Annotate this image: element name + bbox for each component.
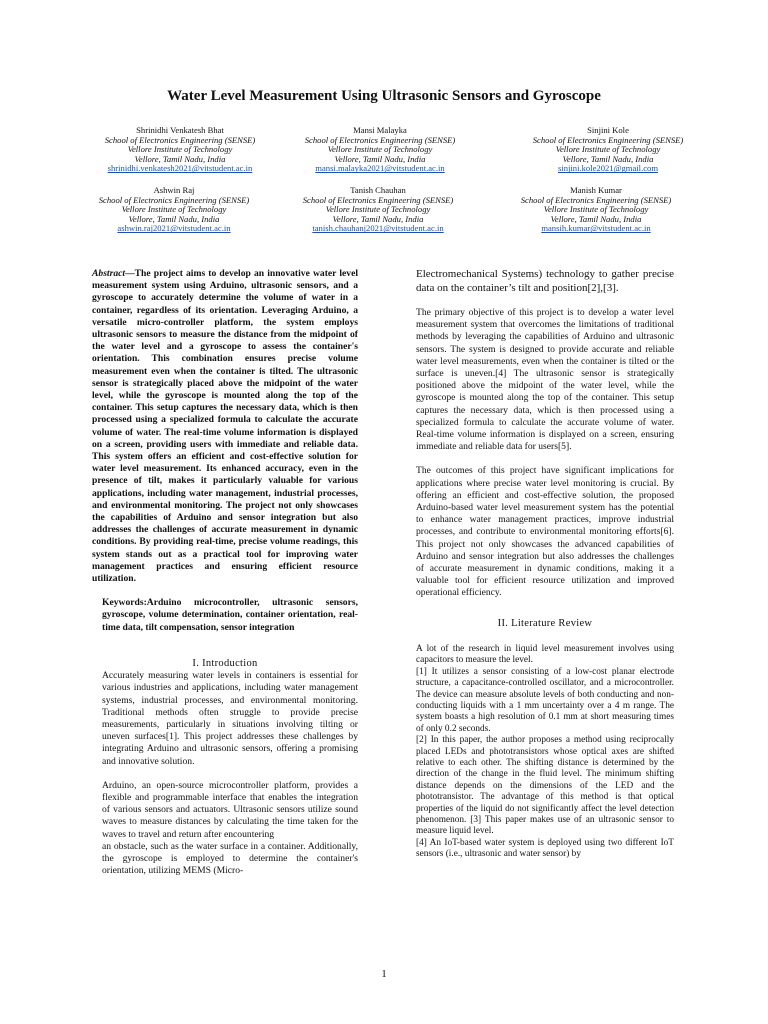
- author-loc: Vellore, Tamil Nadu, India: [134, 153, 226, 164]
- author-dept: School of Electronics Engineering (SENSE): [304, 134, 456, 145]
- section-heading-literature-review: II. Literature Review: [497, 617, 593, 629]
- intro-paragraph-2: Arduino, an open-source microcontroller platform, provides a flexible and programmable interface that enables the integration of various sensors and actuators. Ultrasonic sensors utilize sound waves to measure distances by calculating the time taken for the waves to travel and return after encountering: [102, 779, 358, 840]
- intro-paragraph-3: an obstacle, such as the water surface in a container. Additionally, the gyroscope is employed to determine the container's orientation, utilizing MEMS (Micro-: [102, 840, 358, 877]
- keywords: Keywords:Arduino microcontroller, ultrasonic sensors, gyroscope, volume determination, container orientation, real-time data, tilt compensation, sensor integration: [102, 597, 358, 633]
- author-block-1: [80, 126, 280, 174]
- author-name: Shrinidhi Venkatesh Bhat: [136, 125, 224, 135]
- author-name: Sinjini Kole: [587, 125, 629, 135]
- author-dept: School of Electronics Engineering (SENSE): [520, 194, 672, 205]
- intro-paragraph-1: Accurately measuring water levels in containers is essential for various industries and applications, including water management systems, industrial processes, and environmental monitoring. Traditional methods often struggle to provide precise measurements, particularly in situations involving tilting or uneven surfaces[1]. This project addresses these challenges by integrating Arduino and ultrasonic sensors, offering a promising and innovative solution.: [102, 670, 358, 767]
- author-inst: Vellore Institute of Technology: [543, 204, 649, 215]
- right-column: [416, 268, 674, 861]
- reference-2: [2] In this paper, the author proposes a method using reciprocally placed LEDs and phototransistors whose optical axes are shifted relative to each other. The shifting distance is determined by the direction of the change in the fluid level. The minimum shifting distance depends on the dimensions of the LED and the phototransistor. The advantage of this method is that optical properties of the liquid do not significantly affect the level detection phenomenon. [3] This paper makes use of an ultrasonic sensor to measure liquid level.: [416, 735, 674, 837]
- author-inst: Vellore Institute of Technology: [555, 144, 661, 155]
- author-email-link[interactable]: shrinidhi.venkatesh2021@vitstudent.ac.in: [107, 163, 253, 174]
- author-block-6: [496, 186, 696, 234]
- author-dept: School of Electronics Engineering (SENSE): [302, 194, 454, 205]
- author-inst: Vellore Institute of Technology: [327, 144, 433, 155]
- literature-intro: A lot of the research in liquid level measurement involves using capacitors to measure the level.: [416, 643, 674, 666]
- author-loc: Vellore, Tamil Nadu, India: [334, 153, 426, 164]
- abstract: [92, 268, 358, 585]
- reference-4: [4] An IoT-based water system is deployed using two different IoT sensors (i.e., ultrasonic and water sensor) by: [416, 837, 674, 860]
- author-email-link[interactable]: mansi.malayka2021@vitstudent.ac.in: [315, 163, 445, 174]
- author-loc: Vellore, Tamil Nadu, India: [128, 213, 220, 224]
- author-email-link[interactable]: mansih.kumar@vitstudent.ac.in: [541, 223, 651, 234]
- objective-paragraph: The primary objective of this project is to develop a water level measurement system that overcomes the limitations of traditional methods by leveraging the capabilities of Arduino and ultrasonic sensors. The system is designed to provide accurate and reliable water level measurements, even when the container is tilted or the surface is uneven.[4] The ultrasonic sensor is strategically positioned above the midpoint of the water level, while the gyroscope is mounted along the top of the container. This setup captures the necessary data, which is then processed using a specialized formula to calculate the accurate volume of water. Real-time volume information is displayed on a screen, ensuring immediate and reliable data for users[5].: [416, 307, 674, 453]
- author-loc: Vellore, Tamil Nadu, India: [562, 153, 654, 164]
- outcomes-paragraph: The outcomes of this project have significant implications for applications where precise water level monitoring is crucial. By offering an efficient and cost-effective solution, the proposed Arduino-based water level measurement system has the potential to enhance water management practices, improve industrial processes, and contribute to environmental monitoring efforts[6]. This project not only showcases the advanced capabilities of Arduino and sensor integration but also addresses the challenges of accurate measurement in dynamic conditions, making it a valuable tool for efficient resource utilization and improved operational efficiency.: [416, 465, 674, 599]
- author-email-link[interactable]: tanish.chauhanj2021@vitstudent.ac.in: [312, 223, 444, 234]
- author-name: Mansi Malayka: [353, 125, 407, 135]
- reference-1: [1] It utilizes a sensor consisting of a low-cost planar electrode structure, a capacitance-controlled oscillator, and a microcontroller. The device can measure absolute levels of both conducting and non-conducting liquids with a 1 mm uncertainty over a 4 m range. The system boasts a high resolution of 0.1 mm at short measuring times of only 0.2 seconds.: [416, 666, 674, 734]
- author-name: Manish Kumar: [570, 185, 622, 195]
- page-number: 1: [381, 968, 387, 980]
- author-block-2: [280, 126, 480, 174]
- author-inst: Vellore Institute of Technology: [127, 144, 233, 155]
- left-column: [92, 268, 358, 877]
- author-dept: School of Electronics Engineering (SENSE): [98, 194, 250, 205]
- paper-title: Water Level Measurement Using Ultrasonic Sensors and Gyroscope: [167, 88, 601, 104]
- author-loc: Vellore, Tamil Nadu, India: [332, 213, 424, 224]
- author-block-5: [278, 186, 478, 234]
- author-block-3: [508, 126, 708, 174]
- author-loc: Vellore, Tamil Nadu, India: [550, 213, 642, 224]
- author-block-4: [74, 186, 274, 234]
- author-dept: School of Electronics Engineering (SENSE): [532, 134, 684, 145]
- section-heading-introduction: I. Introduction: [192, 657, 258, 669]
- author-dept: School of Electronics Engineering (SENSE): [104, 134, 256, 145]
- abstract-text: —The project aims to develop an innovative water level measurement system using Arduino, ultrasonic sensors, and a gyroscope to accurately determine the volume of water in a container, regardless of its orientation. Leveraging Arduino, a versatile micro-controller platform, the system employs ultrasonic sensors to measure the distance from the midpoint of the water level and a gyroscope to assess the container's orientation. This combination ensures precise volume measurement even when the container is tilted. The ultrasonic sensor is strategically placed above the midpoint of the water level, while the gyroscope is mounted along the top of the container. This setup captures the necessary data, which is then processed using a specialized formula to calculate the accurate volume of water. The real-time volume information is displayed on a screen, providing users with immediate and reliable data. This system offers an efficient and cost-effective solution for water level measurement. Its enhanced accuracy, even in the presence of tilt, makes it particularly valuable for various applications, including water management, industrial processes, and environmental monitoring. The project not only showcases the capabilities of Arduino and sensor integration but also addresses the challenges of accurate measurement in dynamic conditions. By providing real-time, precise volume readings, this system stands out as a practical tool for improving water management practices and ensuring efficient resource utilization.: [92, 268, 358, 585]
- author-name: Ashwin Raj: [153, 185, 195, 195]
- author-inst: Vellore Institute of Technology: [121, 204, 227, 215]
- intro-continuation: Electromechanical Systems) technology to gather precise data on the container’s tilt and position[2],[3].: [416, 268, 674, 294]
- author-inst: Vellore Institute of Technology: [325, 204, 431, 215]
- author-email-link[interactable]: sinjini.kole2021@gmail.com: [557, 163, 659, 174]
- abstract-label: Abstract: [92, 268, 126, 279]
- author-name: Tanish Chauhan: [350, 185, 406, 195]
- author-email-link[interactable]: ashwin.raj2021@vitstudent.ac.in: [117, 223, 231, 234]
